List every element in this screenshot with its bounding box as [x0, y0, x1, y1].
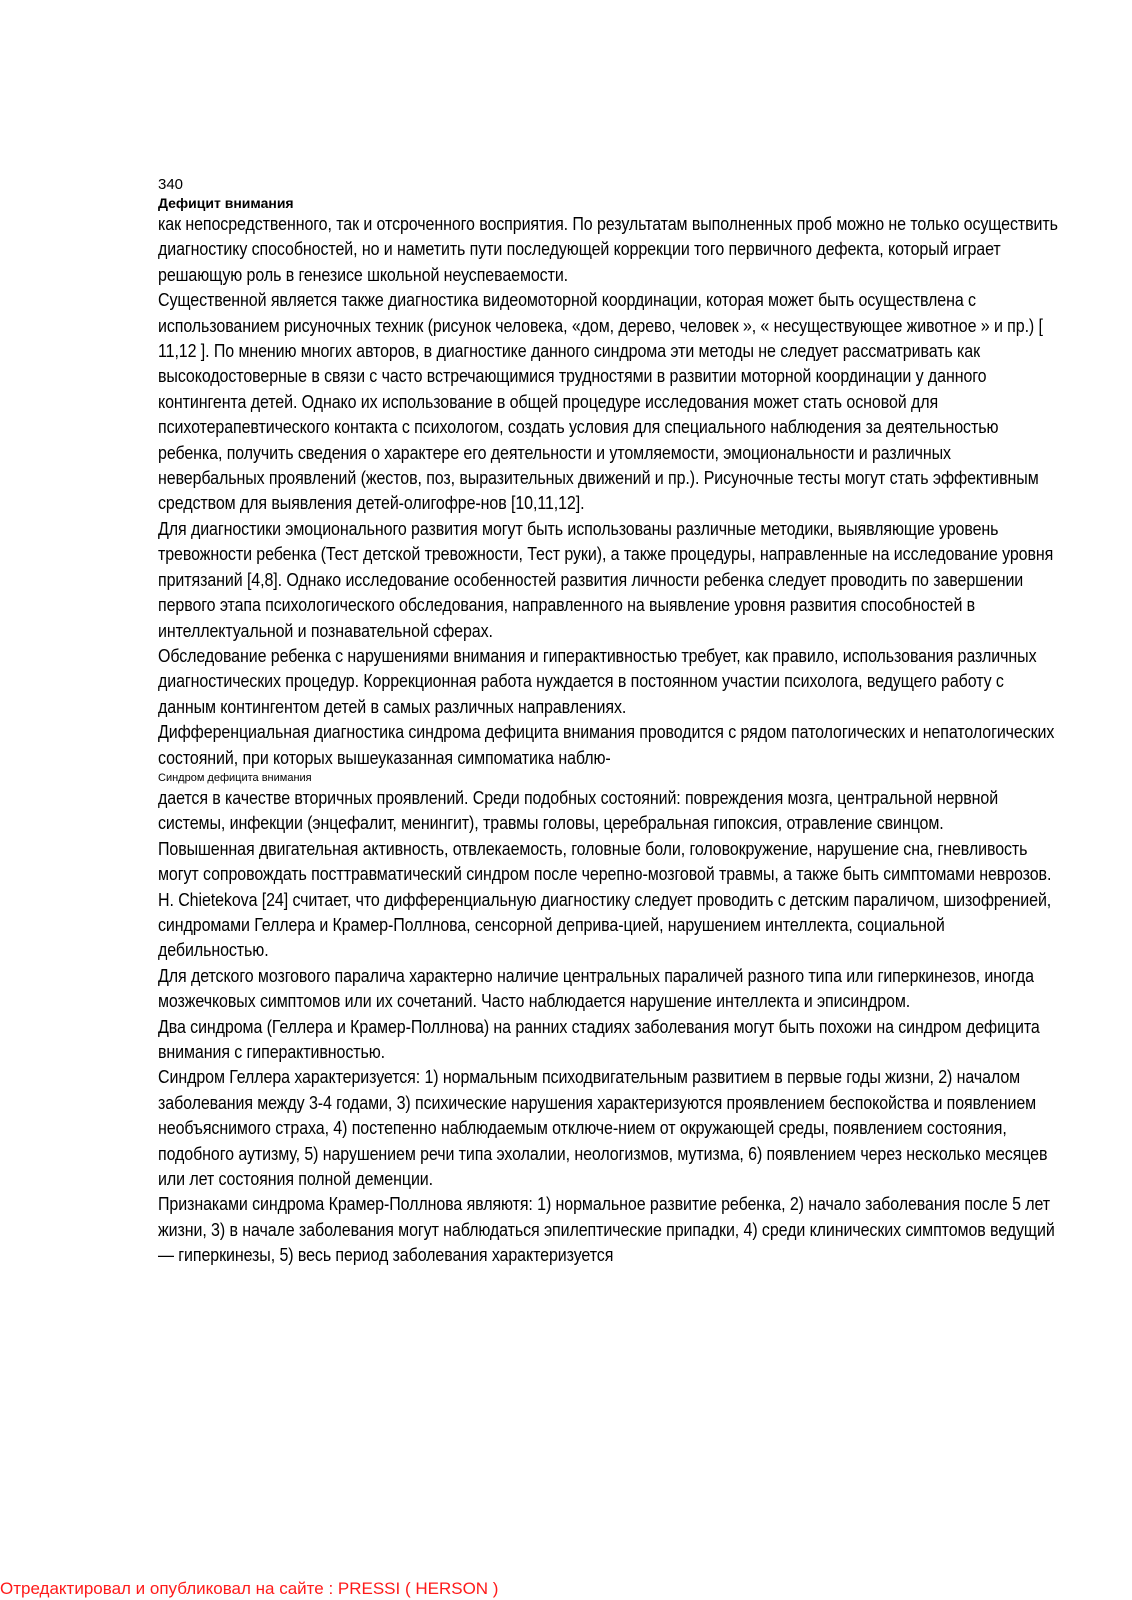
paragraph: Для диагностики эмоционального развития могут быть использованы различные методики, выявляющие уровень тревожности ребенка (Тест детской тревожности, Тест руки), а также процедуры, направленные на исследование уровня притязаний [4,8]. Однако исследование особенностей развития личности ребенка следует проводить по завершении первого этапа психологического обследования, направленного на выявление уровня развития способностей в интеллектуальной и познавательной сферах.	[158, 518, 1054, 641]
paragraph: Повышенная двигательная активность, отвлекаемость, головные боли, головокружение, нарушение сна, гневливость могут сопровождать посттравматический синдром после черепно-мозговой травмы, а также быть симптомами неврозов.	[158, 838, 1052, 885]
paragraph: дается в качестве вторичных проявлений. Среди подобных состояний: повреждения мозга, центральной нервной системы, инфекции (энцефалит, менингит), травмы головы, церебральная гипоксия, отравление свинцом.	[158, 787, 999, 834]
paragraph: Признаками синдрома Крамер-Поллнова являютя: 1) нормальное развитие ребенка, 2) начало заболевания после 5 лет жизни, 3) в начале заболевания могут наблюдаться эпилептические припадки, 4) среди клинических симптомов ведущий — гиперкинезы, 5) весь период заболевания характеризуется	[158, 1194, 1055, 1266]
paragraph: Существенной является также диагностика видеомоторной координации, которая может быть осуществлена с использованием рисуночных техник (рисунок человека, «дом, дерево, человек », « несуществующее животное » и пр.) [ 11,12 ]. По мнению многих авторов, в диагностике данного синдрома эти методы не следует рассматривать как высокодостоверные в связи с часто встречающимися трудностями в развитии моторной координации у данного контингента детей. Однако их использование в общей процедуре исследования может стать основой для психотерапевтического контакта с психологом, создать условия для специального наблюдения за деятельностью ребенка, получить сведения о характере его деятельности и утомляемости, эмоциональности и различных невербальных проявлений (жестов, поз, выразительных движений и пр.). Рисуночные тесты могут стать эффективным средством для выявления детей-олигофре-нов [10,11,12].	[158, 290, 1043, 514]
document-page	[158, 176, 1060, 1269]
paragraph: H. Chietekova [24] считает, что дифференциальную диагностику следует проводить с детским параличом, шизофренией, синдромами Геллера и Крамер-Поллнова, сенсорной деприва-цией, нарушением интеллекта, социальной дебильностью.	[158, 889, 1052, 961]
paragraph: Синдром Геллера характеризуется: 1) нормальным психодвигательным развитием в первые годы жизни, 2) началом заболевания между 3-4 годами, 3) психические нарушения характеризуются проявлением беспокойства и появлением необъяснимого страха, 4) постепенно наблюдаемым отключе-нием от окружающей среды, появлением состояния, подобного аутизму, 5) нарушением речи типа эхолалии, неологизмов, мутизма, 6) появлением через несколько месяцев или лет состояния полной деменции.	[158, 1067, 1048, 1190]
paragraph: как непосредственного, так и отсроченного восприятия. По результатам выполненных проб можно не только осуществить диагностику способностей, но и наметить пути последующей коррекции того первичного дефекта, который играет решающую роль в генезисе школьной неуспеваемости.	[158, 214, 1058, 285]
paragraph: Для детского мозгового паралича характерно наличие центральных параличей разного типа или гиперкинезов, иногда мозжечковых симптомов или их сочетаний. Часто наблюдается нарушение интеллекта и эписиндром.	[158, 965, 1034, 1012]
page-number: 340	[158, 176, 184, 193]
paragraph: Обследование ребенка с нарушениями внимания и гиперактивностью требует, как правило, использования различных диагностических процедур. Коррекционная работа нуждается в постоянном участии психолога, ведущего работу с данным контингентом детей в самых различных направлениях.	[158, 645, 1037, 717]
publisher-footer: Отредактировал и опубликовал на сайте : PRESSI ( HERSON )	[0, 1579, 499, 1598]
running-header: Дефицит внимания	[158, 195, 294, 211]
section-running-header: Синдром дефицита внимания	[158, 771, 312, 784]
paragraph: Дифференциальная диагностика синдрома дефицита внимания проводится с рядом патологических и непатологических состояний, при которых вышеуказанная симпоматика наблю-	[158, 722, 1055, 768]
paragraph: Два синдрома (Геллера и Крамер-Поллнова) на ранних стадиях заболевания могут быть похожи на синдром дефицита внимания с гиперактивностью.	[158, 1016, 1040, 1062]
